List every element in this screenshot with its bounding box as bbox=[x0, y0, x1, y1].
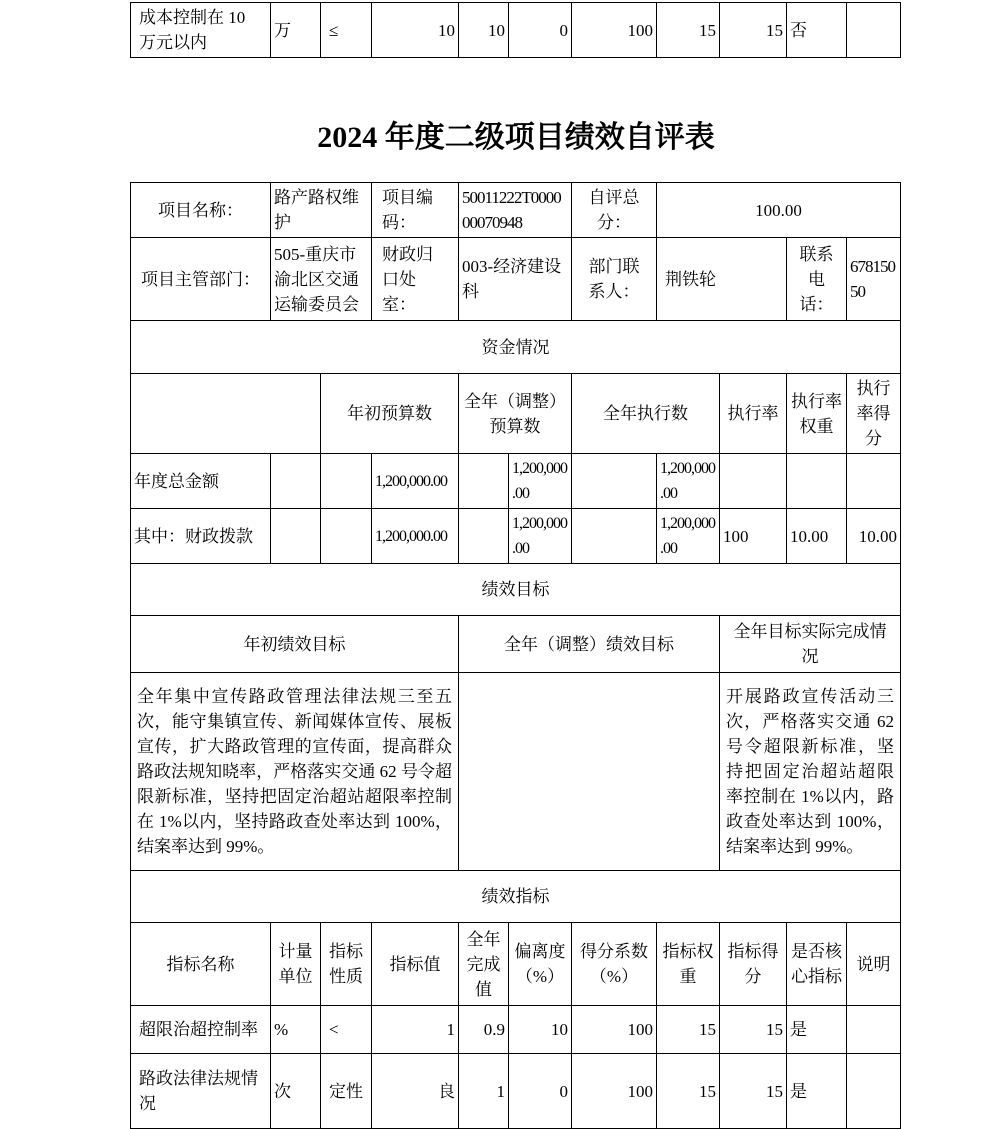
funds-header-empty bbox=[131, 374, 321, 454]
weight-cell: 15 bbox=[657, 3, 720, 58]
rate-score-value bbox=[847, 454, 901, 509]
page-title: 2024 年度二级项目绩效自评表 bbox=[317, 121, 715, 154]
weight-cell: 15 bbox=[657, 1006, 720, 1054]
header-weight: 指标权重 bbox=[657, 923, 720, 1006]
executed-value: 1,200,000.00 bbox=[657, 509, 720, 564]
funds-row-fiscal bbox=[131, 509, 901, 564]
score-coeff-cell: 100 bbox=[572, 3, 657, 58]
header-core-indicator: 是否核心指标 bbox=[787, 923, 847, 1006]
goals-header-row bbox=[131, 616, 901, 673]
empty-cell bbox=[321, 509, 372, 564]
unit-cell: 次 bbox=[271, 1054, 321, 1129]
phone-value: 67815050 bbox=[847, 238, 901, 321]
header-indicator-name: 指标名称 bbox=[131, 923, 271, 1006]
score-cell: 15 bbox=[720, 1054, 787, 1129]
deviation-cell: 0 bbox=[509, 3, 572, 58]
header-target-value: 指标值 bbox=[372, 923, 459, 1006]
indicator-name-cell: 超限治超控制率 bbox=[131, 1006, 271, 1054]
target-value-cell: 1 bbox=[372, 1006, 459, 1054]
contact-value: 荆铁轮 bbox=[657, 238, 787, 321]
adjusted-budget-value: 1,200,000.00 bbox=[509, 454, 572, 509]
header-completed-value: 全年完成值 bbox=[459, 923, 509, 1006]
phone-label: 联系电话： bbox=[787, 238, 847, 321]
section-header-row bbox=[131, 871, 901, 923]
deviation-cell: 0 bbox=[509, 1054, 572, 1129]
header-deviation: 偏离度（%） bbox=[509, 923, 572, 1006]
fiscal-office-label: 财政归口处室： bbox=[372, 238, 459, 321]
header-nature: 指标性质 bbox=[321, 923, 372, 1006]
indicators-header-row bbox=[131, 923, 901, 1006]
core-indicator-cell: 是 bbox=[787, 1006, 847, 1054]
empty-cell bbox=[572, 454, 657, 509]
funds-header-rate-score: 执行率得分 bbox=[847, 374, 901, 454]
contact-label: 部门联系人： bbox=[572, 238, 657, 321]
target-value-cell: 良 bbox=[372, 1054, 459, 1129]
funds-header-initial: 年初预算数 bbox=[321, 374, 459, 454]
empty-cell bbox=[572, 509, 657, 564]
goals-section-title: 绩效目标 bbox=[131, 564, 901, 616]
completed-value-cell: 1 bbox=[459, 1054, 509, 1129]
funds-header-adjusted: 全年（调整）预算数 bbox=[459, 374, 572, 454]
document-page bbox=[130, 2, 902, 1129]
project-name-label: 项目名称： bbox=[131, 183, 271, 238]
adjusted-budget-value: 1,200,000.00 bbox=[509, 509, 572, 564]
score-coeff-cell: 100 bbox=[572, 1006, 657, 1054]
header-score: 指标得分 bbox=[720, 923, 787, 1006]
funds-row-total bbox=[131, 454, 901, 509]
dept-value: 505-重庆市渝北区交通运输委员会 bbox=[271, 238, 372, 321]
rate-value: 100 bbox=[720, 509, 787, 564]
empty-cell bbox=[321, 454, 372, 509]
deviation-cell: 10 bbox=[509, 1006, 572, 1054]
goals-content-row bbox=[131, 673, 901, 871]
empty-cell bbox=[271, 509, 321, 564]
unit-cell: % bbox=[271, 1006, 321, 1054]
section-header-row bbox=[131, 564, 901, 616]
table-row bbox=[131, 3, 901, 58]
carryover-indicator-table bbox=[130, 2, 901, 58]
funds-row-label: 其中：财政拨款 bbox=[131, 509, 271, 564]
project-code-value: 50011222T000000070948 bbox=[459, 183, 572, 238]
indicator-row bbox=[131, 1054, 901, 1129]
executed-value: 1,200,000.00 bbox=[657, 454, 720, 509]
score-cell: 15 bbox=[720, 3, 787, 58]
score-coeff-cell: 100 bbox=[572, 1054, 657, 1129]
funds-header-rate: 执行率 bbox=[720, 374, 787, 454]
actual-goal-text: 开展路政宣传活动三次，严格落实交通 62 号令超限新标准，坚持把固定治超站超限率控制在 1%以内，路政查处率达到 100%，结案率达到 99%。 bbox=[720, 673, 901, 871]
header-note: 说明 bbox=[847, 923, 901, 1006]
project-name-value: 路产路权维护 bbox=[271, 183, 372, 238]
rate-weight-value bbox=[787, 454, 847, 509]
table-row bbox=[131, 238, 901, 321]
weight-cell: 15 bbox=[657, 1054, 720, 1129]
dept-label: 项目主管部门： bbox=[131, 238, 271, 321]
initial-goal-text: 全年集中宣传路政管理法律法规三至五次，能守集镇宣传、新闻媒体宣传、展板宣传，扩大路政管理的宣传面，提高群众路政法规知晓率，严格落实交通 62 号令超限新标准，坚持把固定治超站超限率控制在 1%以内，坚持路政查处率达到 100%，结案率达到 99%。 bbox=[131, 673, 459, 871]
empty-cell bbox=[459, 454, 509, 509]
nature-cell: < bbox=[321, 1006, 372, 1054]
goals-header-initial: 年初绩效目标 bbox=[131, 616, 459, 673]
rate-weight-value: 10.00 bbox=[787, 509, 847, 564]
funds-section-title: 资金情况 bbox=[131, 321, 901, 374]
self-score-label: 自评总分： bbox=[572, 183, 657, 238]
fiscal-office-value: 003-经济建设科 bbox=[459, 238, 572, 321]
indicators-section-title: 绩效指标 bbox=[131, 871, 901, 923]
table-row bbox=[131, 183, 901, 238]
core-indicator-cell: 是 bbox=[787, 1054, 847, 1129]
rate-score-value: 10.00 bbox=[847, 509, 901, 564]
initial-budget-value: 1,200,000.00 bbox=[372, 509, 459, 564]
nature-cell: ≤ bbox=[321, 3, 372, 58]
goals-header-adjusted: 全年（调整）绩效目标 bbox=[459, 616, 720, 673]
funds-row-label: 年度总金额 bbox=[131, 454, 271, 509]
funds-header-row bbox=[131, 374, 901, 454]
project-code-label: 项目编码： bbox=[372, 183, 459, 238]
completed-value-cell: 0.9 bbox=[459, 1006, 509, 1054]
unit-cell: 万 bbox=[271, 3, 321, 58]
empty-cell bbox=[271, 454, 321, 509]
goals-header-actual: 全年目标实际完成情况 bbox=[720, 616, 901, 673]
initial-budget-value: 1,200,000.00 bbox=[372, 454, 459, 509]
rate-value bbox=[720, 454, 787, 509]
section-header-row bbox=[131, 321, 901, 374]
adjusted-goal-text bbox=[459, 673, 720, 871]
funds-header-rate-weight: 执行率权重 bbox=[787, 374, 847, 454]
funds-header-executed: 全年执行数 bbox=[572, 374, 720, 454]
completed-value-cell: 10 bbox=[459, 3, 509, 58]
note-cell bbox=[847, 3, 901, 58]
self-evaluation-table bbox=[130, 182, 901, 1129]
self-score-value: 100.00 bbox=[657, 183, 901, 238]
note-cell bbox=[847, 1006, 901, 1054]
target-value-cell: 10 bbox=[372, 3, 459, 58]
header-unit: 计量单位 bbox=[271, 923, 321, 1006]
note-cell bbox=[847, 1054, 901, 1129]
indicator-name-cell: 路政法律法规情况 bbox=[131, 1054, 271, 1129]
indicator-row bbox=[131, 1006, 901, 1054]
empty-cell bbox=[459, 509, 509, 564]
nature-cell: 定性 bbox=[321, 1054, 372, 1129]
core-indicator-cell: 否 bbox=[787, 3, 847, 58]
score-cell: 15 bbox=[720, 1006, 787, 1054]
indicator-name-cell: 成本控制在 10 万元以内 bbox=[131, 3, 271, 58]
header-score-coeff: 得分系数（%） bbox=[572, 923, 657, 1006]
